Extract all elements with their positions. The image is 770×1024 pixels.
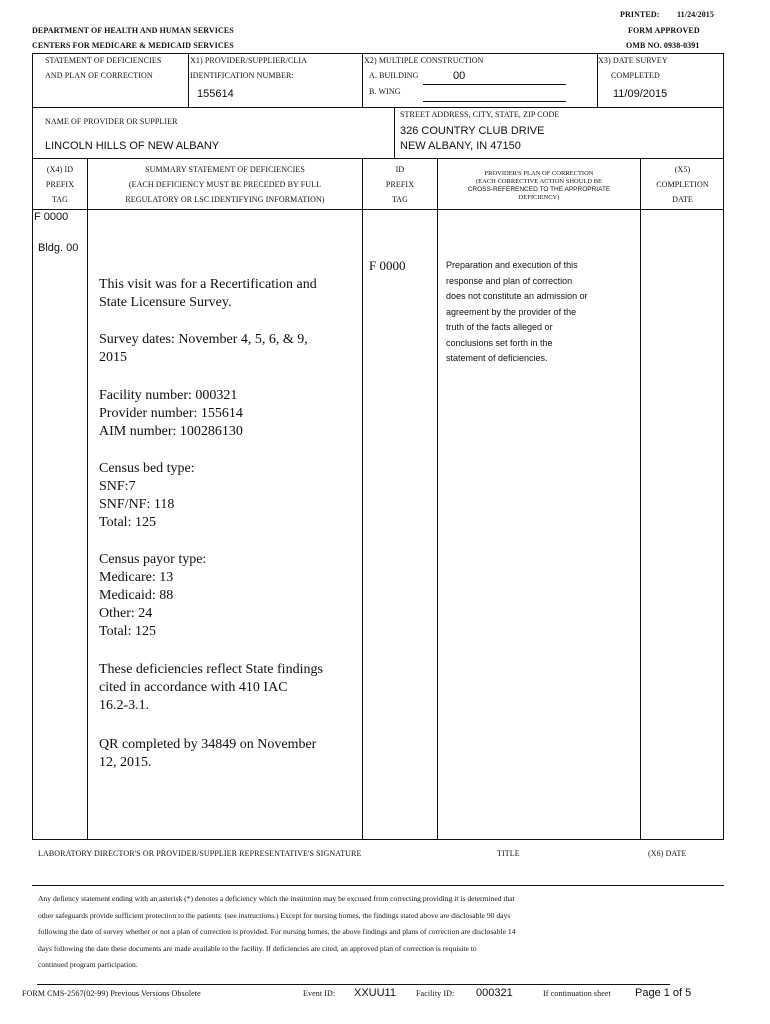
x2-label: X2) MULTIPLE CONSTRUCTION (364, 56, 484, 65)
left-tag: F 0000 (34, 211, 69, 223)
x4-header-2: PREFIX (45, 180, 75, 189)
page-number: Page 1 of 5 (635, 987, 692, 999)
survey-date-value: 11/09/2015 (613, 88, 668, 100)
narrative-paragraph: This visit was for a Recertification and State Licensure Survey. (99, 277, 317, 310)
facility-id-value: 000321 (476, 987, 513, 999)
building-value: 00 (453, 70, 466, 82)
narrative-paragraph: Census bed type: SNF:7 SNF/NF: 118 Total: 125 (99, 461, 195, 530)
event-id-value: XXUU11 (354, 987, 396, 999)
narrative-paragraph: QR completed by 34849 on November 12, 2015. (99, 737, 317, 770)
id-header-1: ID (395, 165, 405, 174)
plan-header-4: DEFICIENCY) (518, 194, 560, 201)
address-line-2: NEW ALBANY, IN 47150 (400, 140, 521, 152)
id-header-2: PREFIX (385, 180, 415, 189)
right-tag: F 0000 (369, 258, 406, 273)
provider-id-value: 155614 (197, 88, 234, 100)
x5-header-2: COMPLETION (656, 180, 709, 189)
summary-header-2: (EACH DEFICIENCY MUST BE PRECEDED BY FULL (128, 180, 322, 189)
continuation-label: If continuation sheet (543, 989, 611, 998)
narrative-paragraph: Survey dates: November 4, 5, 6, & 9, 2015 (99, 332, 308, 365)
plan-header-3: CROSS-REFERENCED TO THE APPROPRIATE (467, 186, 611, 193)
event-id-label: Event ID: (303, 989, 336, 998)
x5-header-3: DATE (672, 195, 693, 204)
building-label: A. BUILDING (369, 71, 419, 80)
building-tag: Bldg. 00 (38, 242, 79, 254)
x1-label: X1) PROVIDER/SUPPLIER/CLIA (190, 56, 308, 65)
x5-header-1: (X5) (674, 165, 691, 174)
provider-name-label: NAME OF PROVIDER OR SUPPLIER (45, 117, 178, 126)
plan-header-2: (EACH CORRECTIVE ACTION SHOULD BE (475, 178, 603, 185)
facility-id-label: Facility ID: (416, 989, 455, 998)
x4-header-3: TAG (51, 195, 69, 204)
printed-date: 11/24/2015 (677, 10, 715, 19)
narrative-paragraph: These deficiencies reflect State findings cited in accordance with 410 IAC 16.2-3.1. (99, 662, 323, 713)
statement-label-1: STATEMENT OF DEFICIENCIES (45, 56, 162, 65)
summary-header-1: SUMMARY STATEMENT OF DEFICIENCIES (145, 165, 305, 174)
x3-label-2: COMPLETED (611, 71, 660, 80)
signature-label: LABORATORY DIRECTOR'S OR PROVIDER/SUPPLIER REPRESENTATIVE'S SIGNATURE (38, 849, 362, 858)
x1-label-2: IDENTIFICATION NUMBER: (190, 71, 294, 80)
title-label: TITLE (497, 849, 520, 858)
narrative-paragraph: Facility number: 000321 Provider number: 155614 AIM number: 100286130 (99, 388, 243, 439)
summary-header-3: REGULATORY OR LSC IDENTIFYING INFORMATION) (125, 195, 325, 204)
address-line-1: 326 COUNTRY CLUB DRIVE (400, 125, 545, 137)
department-title: DEPARTMENT OF HEALTH AND HUMAN SERVICES (32, 26, 234, 35)
form-approved: FORM APPROVED (628, 26, 700, 35)
address-label: STREET ADDRESS, CITY, STATE, ZIP CODE (400, 110, 560, 119)
centers-title: CENTERS FOR MEDICARE & MEDICAID SERVICES (32, 41, 234, 50)
id-header-3: TAG (391, 195, 409, 204)
disclosure-notice: Any defiency statement ending with an asterisk (*) denotes a deficiency which the institution may be excused from correcting providing it is determined that other safeguards provide sufficient protection to the patients. (see instructions.) Except for nursing homes, the findings stated above are disclosable 90 days following the date of survey whether or not a plan of correction is provided. For nursing homes, the above findings and plans of correction are disclosable 14 days following the date these documents are made available to the facility. If deficiencies are cited, an approved plan of correction is requisite to continued program participation. (38, 894, 516, 969)
wing-label: B. WING (369, 87, 401, 96)
narrative-paragraph: Census payor type: Medicare: 13 Medicaid: 88 Other: 24 Total: 125 (99, 552, 207, 639)
x4-header-1: (X4) ID (46, 165, 74, 174)
printed-label: PRINTED: (620, 10, 660, 19)
x6-date-label: (X6) DATE (648, 849, 687, 858)
provider-name-value: LINCOLN HILLS OF NEW ALBANY (45, 140, 220, 152)
omb-number: OMB NO. 0938-0391 (626, 41, 700, 50)
form-id: FORM CMS-2567(02-99) Previous Versions Obsolete (22, 989, 201, 998)
plan-header-1: PROVIDER'S PLAN OF CORRECTION (484, 170, 594, 177)
x3-label: X3) DATE SURVEY (598, 56, 668, 65)
statement-label-2: AND PLAN OF CORRECTION (45, 71, 153, 80)
plan-of-correction-text: Preparation and execution of this response and plan of correction does not constitute an admission or agreement by the provider of the truth of the facts alleged or conclusions set forth in the statement of deficiencies. (446, 260, 588, 363)
